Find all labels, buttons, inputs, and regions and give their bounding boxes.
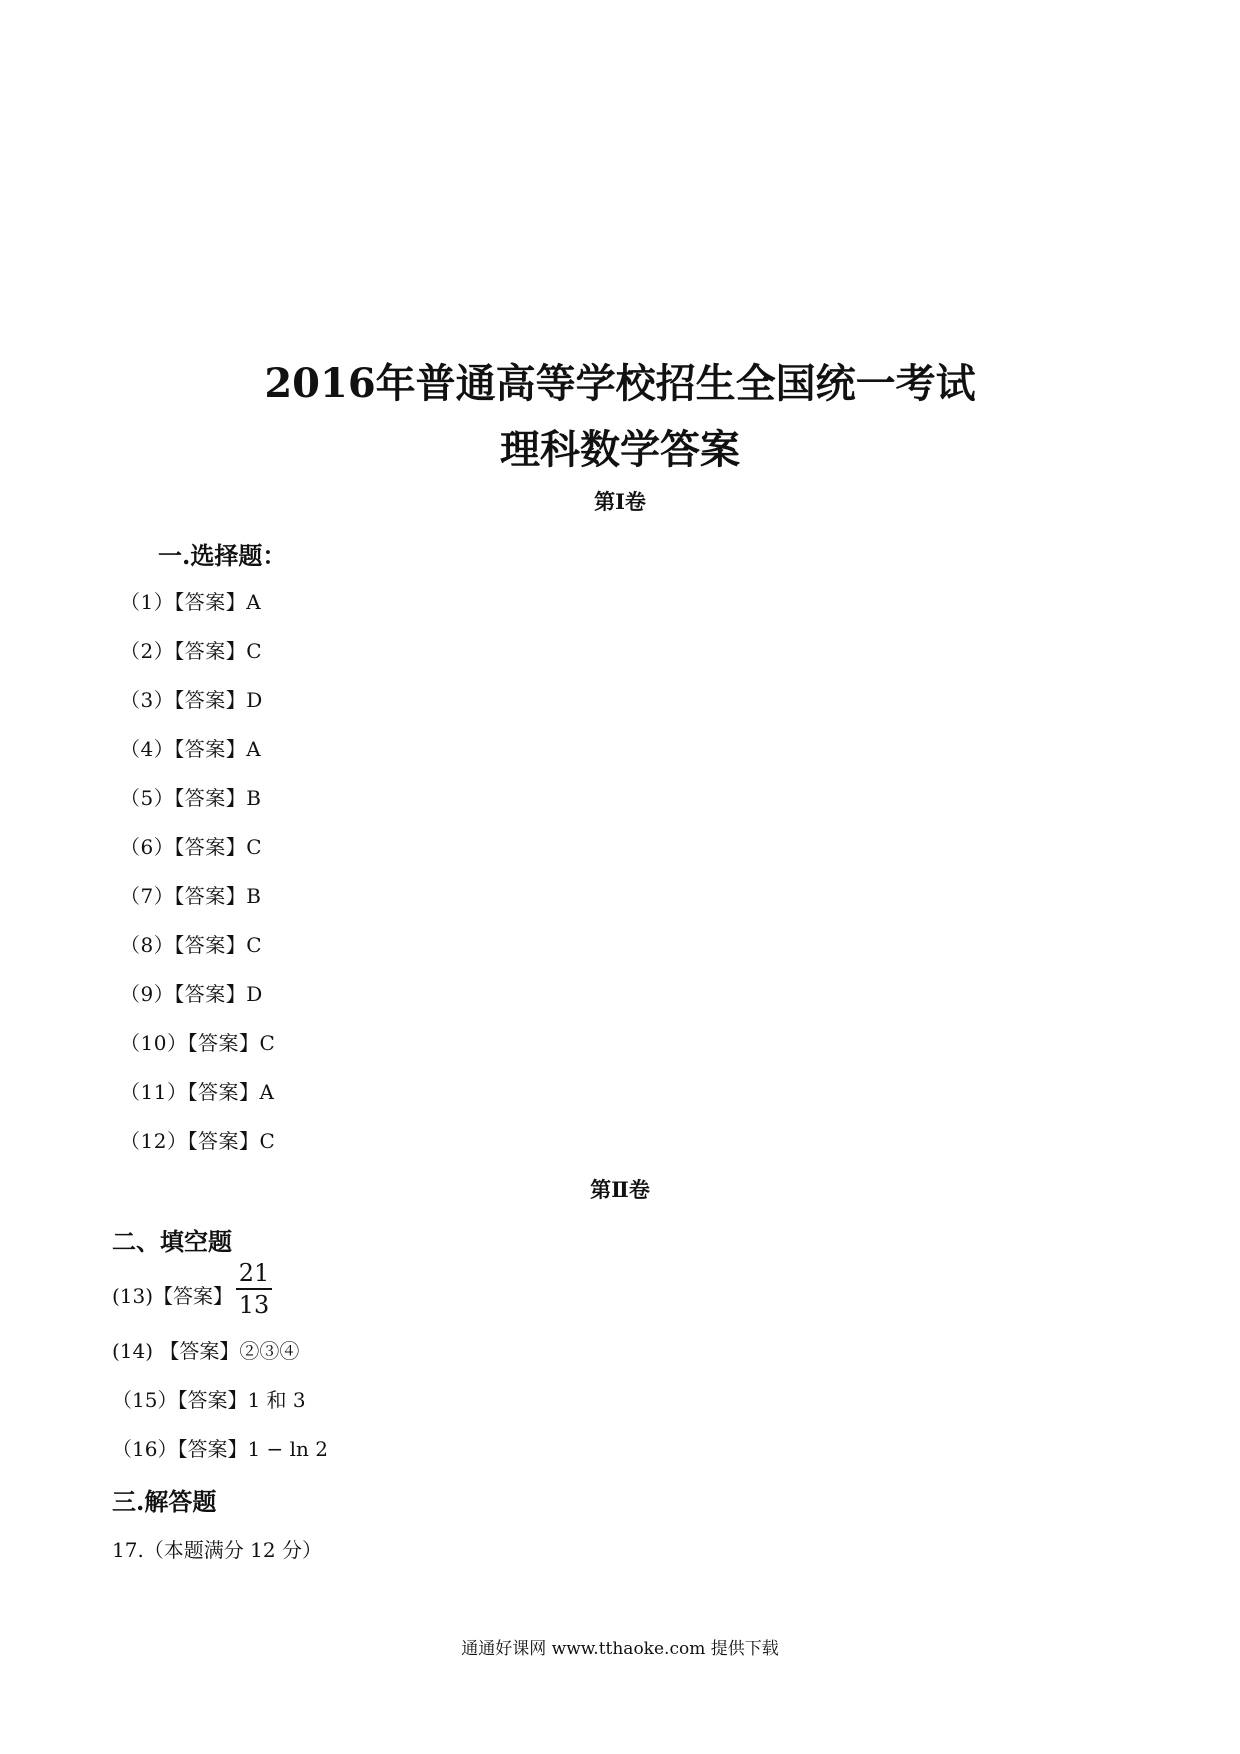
fraction-denominator: 13 xyxy=(238,1291,270,1319)
answer-item: （1）【答案】A xyxy=(120,590,262,614)
answer-16: （16）【答案】1 − ln 2 xyxy=(112,1437,329,1461)
answer-item: （8）【答案】C xyxy=(120,933,263,957)
question-17-header: 17.（本题满分 12 分） xyxy=(112,1538,322,1562)
answer-item: （2）【答案】C xyxy=(120,639,263,663)
volume-2-label: 第Ⅱ卷 xyxy=(590,1177,650,1202)
exam-title: 2016年普通高等学校招生全国统一考试 xyxy=(264,360,976,407)
answer-item: （11）【答案】A xyxy=(120,1080,275,1104)
answer-item: （12）【答案】C xyxy=(120,1129,276,1153)
answer-item: （10）【答案】C xyxy=(120,1031,276,1055)
answer-13-fraction xyxy=(236,1259,272,1319)
page-footer: 通通好课网 www.tthaoke.com 提供下载 xyxy=(461,1639,779,1659)
answer-item: （6）【答案】C xyxy=(120,835,263,859)
answer-item: （4）【答案】A xyxy=(120,737,262,761)
fraction-numerator: 21 xyxy=(238,1259,270,1287)
answer-item: （7）【答案】B xyxy=(120,884,262,908)
answer-item: （9）【答案】D xyxy=(120,982,263,1006)
answer-14: (14) 【答案】②③④ xyxy=(112,1339,300,1363)
answer-13-label: (13)【答案】 xyxy=(112,1284,234,1308)
answer-15: （15）【答案】1 和 3 xyxy=(112,1388,306,1412)
section-fill-blank-title: 二、填空题 xyxy=(112,1227,232,1256)
section-solution-title: 三.解答题 xyxy=(112,1487,217,1516)
fraction-bar xyxy=(236,1288,272,1290)
section-multiple-choice-title: 一.选择题： xyxy=(158,541,287,570)
answer-item: （5）【答案】B xyxy=(120,786,262,810)
volume-1-label: 第Ⅰ卷 xyxy=(594,489,646,514)
answer-subtitle: 理科数学答案 xyxy=(500,426,740,473)
answer-item: （3）【答案】D xyxy=(120,688,263,712)
